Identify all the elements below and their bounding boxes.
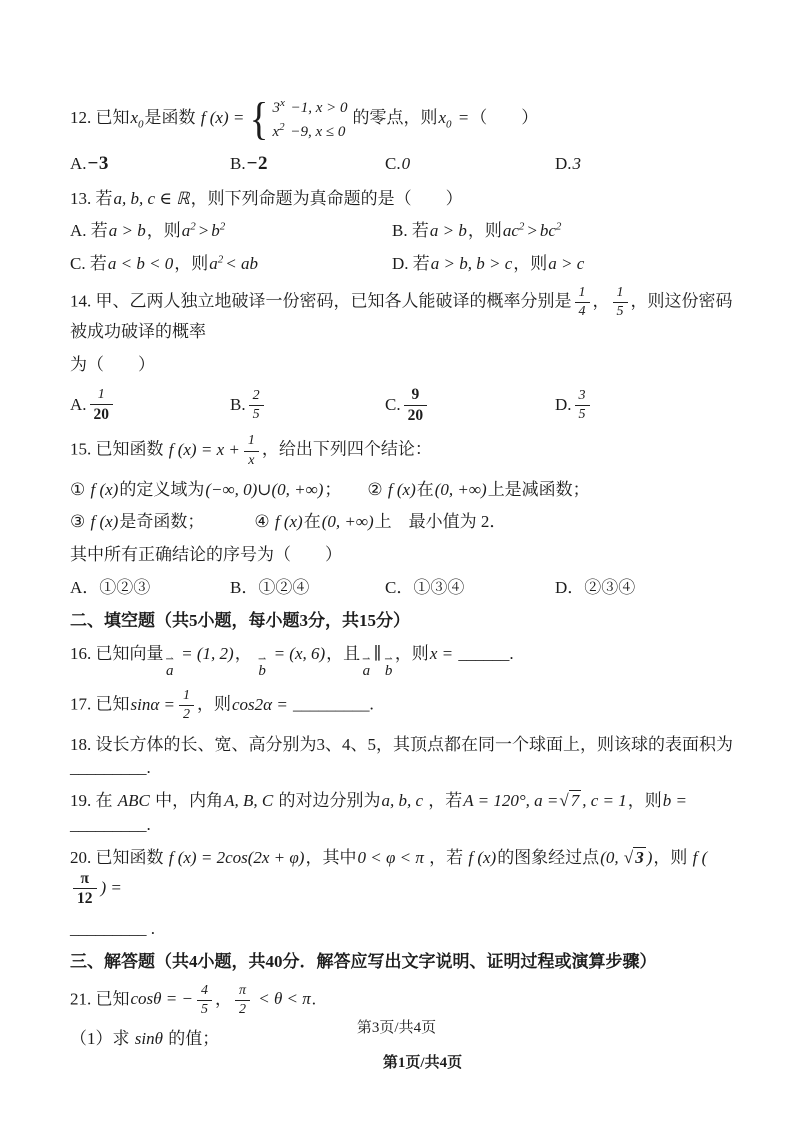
math-run: f (x) = 2cos(2x + φ) [168, 847, 305, 867]
math-run: A, B, C [224, 791, 274, 811]
fraction [179, 688, 194, 723]
q13-options-ab [70, 219, 737, 243]
math-run: cos2α = [231, 694, 288, 714]
text-run: 的图象经过点 [497, 847, 600, 867]
math-run: a > b, b > c [430, 254, 513, 274]
math-run: f (x) [90, 479, 119, 499]
radical-sign-icon: √ [559, 791, 569, 811]
text-run: ，若 [424, 847, 468, 867]
math-run: cosθ = − [130, 989, 193, 1009]
math-run: f ( [692, 847, 708, 867]
math-run: (0, +∞) [434, 479, 487, 499]
left-brace-icon: { [250, 93, 269, 145]
q14-stem-2 [70, 353, 737, 377]
text-run: 的零点，则 [352, 107, 438, 127]
vector-expression [362, 653, 371, 680]
text-run: C. 若 [70, 254, 107, 274]
vector-base: a [165, 662, 174, 679]
q14-stem-1 [70, 285, 737, 344]
superscript: 2 [219, 220, 226, 233]
text-run: 14. 甲、乙两人独立地破译一份密码，已知各人能破译的概率分别是 [70, 291, 572, 311]
vector-expression [165, 653, 174, 680]
fraction-denominator: 4 [578, 304, 586, 320]
superscript-expression [271, 97, 285, 116]
superscript: x [279, 97, 285, 109]
q12-stem [70, 93, 737, 145]
q15-prompt [70, 543, 737, 567]
superscript-base: b [211, 221, 220, 241]
vector-base: a [362, 662, 371, 679]
cases-row [270, 120, 349, 143]
math-run: = (x, 6) [269, 643, 326, 663]
vector-expression [257, 653, 267, 680]
text-run: ，则 [146, 221, 181, 241]
math-run: 3 [572, 154, 582, 174]
text-run: C．①③④ [385, 578, 465, 598]
math-run: x = [429, 643, 454, 663]
text-run: ，且 [326, 643, 361, 663]
option-item [230, 576, 385, 600]
text-run: ，则 [627, 791, 662, 811]
fraction-denominator: 20 [407, 406, 424, 424]
option-item [392, 219, 737, 243]
math-run: , c = 1 [582, 791, 627, 811]
math-run: a, b, c [381, 791, 424, 811]
text-run: A．①②③ [70, 578, 151, 598]
text-run: ，则 [394, 643, 429, 663]
text-run: 其中所有正确结论的序号为（ ） [70, 545, 342, 565]
text-run: ，给出下列四个结论： [261, 439, 432, 459]
superscript: 2 [518, 220, 525, 233]
fraction-denominator: 5 [578, 406, 586, 422]
math-run: < ab [225, 254, 259, 274]
fraction [249, 388, 264, 423]
square-root-expression [624, 847, 646, 867]
superscript: 2 [217, 253, 224, 266]
math-run-bold: −2 [246, 153, 268, 174]
square-root-expression [559, 790, 581, 810]
text-run: 16. 已知向量 [70, 643, 164, 663]
section-2-header [70, 609, 737, 633]
radicand: 3 [635, 847, 644, 867]
superscript-expression [502, 219, 526, 243]
subscript: 0 [138, 118, 144, 131]
text-run: D．②③④ [555, 578, 636, 598]
subscript-expression [438, 107, 453, 131]
fraction-denominator: 2 [182, 707, 190, 723]
math-run: ABC [117, 791, 150, 811]
superscript-expression [208, 252, 224, 276]
text-run: ，则 [467, 221, 502, 241]
option-item [385, 386, 555, 425]
fraction-numerator: 1 [613, 285, 628, 303]
text-run: 三、解答题（共4小题，共40分．解答应写出文字说明、证明过程或演算步骤） [70, 951, 657, 971]
subscript: 0 [446, 118, 452, 131]
vector-base: b [258, 662, 266, 679]
text-run: 中，内角 [150, 791, 224, 811]
section-3-header [70, 950, 737, 974]
piecewise-function [248, 93, 349, 145]
math-run: < θ < π [253, 989, 311, 1009]
text-run: ______. [454, 643, 514, 663]
superscript-expression [210, 219, 226, 243]
vector-base: b [384, 662, 393, 679]
option-item [385, 152, 555, 176]
text-run: B. [230, 395, 246, 415]
footer-page-number-primary: 第3页/共4页 [356, 1020, 437, 1036]
text-run: 的定义域为 [119, 479, 205, 499]
math-run: A = 120°, a = [463, 791, 559, 811]
q15-stem [70, 433, 737, 468]
math-run: f (x) [90, 512, 119, 532]
math-run: f (x) [468, 847, 497, 867]
math-run: 0 [401, 154, 411, 174]
text-run: 17. 已知 [70, 694, 130, 714]
option-item [385, 576, 555, 600]
text-run: （ ） [470, 107, 539, 127]
q18 [70, 733, 737, 781]
math-run: f (x) = [200, 107, 245, 127]
fraction-numerator: 1 [90, 387, 114, 405]
fraction [90, 387, 114, 424]
text-run: C. [385, 395, 401, 415]
option-item [555, 152, 737, 176]
fraction-numerator: π [73, 870, 97, 890]
math-run: b = [662, 791, 687, 811]
text-run: 20. 已知函数 [70, 847, 168, 867]
superscript-base: a [209, 254, 218, 274]
text-run: ，则下列命题为真命题的是（ ） [190, 188, 463, 208]
fraction [244, 433, 259, 468]
math-run: f (x) [387, 479, 416, 499]
text-run: _________ . [70, 919, 155, 939]
math-run: −9, x ≤ 0 [286, 123, 346, 140]
text-run: ，则 [174, 254, 209, 274]
text-run: （1）求 [70, 1028, 134, 1048]
fraction-denominator: 5 [252, 406, 260, 422]
fraction [73, 870, 97, 909]
text-run: 18. 设长方体的长、宽、高分别为3、4、5，其顶点都在同一个球面上，则该球的表面积为_________. [70, 734, 733, 778]
option-item [230, 388, 385, 423]
text-run: 13. 若 [70, 188, 113, 208]
text-run: C. [385, 154, 401, 174]
superscript-base: a [181, 221, 191, 241]
text-run: D. [555, 395, 572, 415]
math-run: a, b, c ∈ ℝ [113, 188, 190, 208]
q20-stem-2 [70, 917, 737, 941]
math-run: sinα = [130, 694, 175, 714]
q13-options-cd [70, 252, 737, 276]
option-item [230, 151, 385, 178]
option-item [70, 219, 392, 243]
text-run: 二、填空题（共5小题，每小题3分，共15分） [70, 610, 410, 630]
math-run: a > b [108, 221, 146, 241]
text-run: 是函数 [144, 107, 200, 127]
subscript-expression [130, 107, 145, 131]
math-run: ) = [100, 877, 122, 897]
superscript-expression [539, 219, 563, 243]
fraction-numerator: 1 [244, 433, 259, 451]
option-item [70, 252, 392, 276]
text-run: 在 [416, 479, 434, 499]
math-run: > [197, 221, 210, 241]
math-run: f (x) = x + [168, 439, 240, 459]
vector-arrow-icon: ⇀ [165, 653, 174, 665]
q12-options [70, 151, 737, 178]
cases-row [270, 96, 349, 119]
text-run: ② [367, 479, 387, 499]
fraction-denominator: 12 [77, 890, 93, 908]
option-item [70, 387, 230, 424]
math-run: = [453, 107, 470, 127]
text-run: _________. [288, 694, 374, 714]
fraction-numerator: π [235, 983, 250, 1001]
superscript-expression [181, 219, 197, 243]
fraction [235, 983, 250, 1018]
math-run: a > c [548, 254, 585, 274]
fraction-numerator: 9 [404, 386, 428, 406]
q14-options [70, 386, 737, 425]
q19 [70, 789, 737, 837]
q16 [70, 642, 737, 680]
superscript-base: ac [502, 221, 519, 241]
fraction-denominator: 2 [238, 1001, 246, 1017]
math-run: (0, [600, 847, 623, 867]
text-run: 19. 在 [70, 791, 117, 811]
superscript-base: 3 [272, 100, 280, 116]
text-run: B．①②④ [230, 578, 310, 598]
text-run: ， [214, 989, 232, 1009]
fraction-denominator: 20 [93, 405, 110, 423]
fraction-denominator: 5 [200, 1001, 208, 1017]
option-item [555, 388, 737, 423]
text-run: ① [70, 479, 90, 499]
math-run: 0 < φ < π [357, 847, 424, 867]
option-item [70, 576, 230, 600]
q21-stem [70, 983, 737, 1018]
option-item [70, 151, 230, 178]
option-item [555, 576, 737, 600]
q15-options [70, 576, 737, 600]
text-run: 在 [303, 512, 321, 532]
vector-arrow-icon: ⇀ [384, 653, 393, 665]
text-run: 21. 已知 [70, 989, 130, 1009]
text-run: ，若 [424, 791, 463, 811]
subscript-base: x [130, 107, 139, 127]
text-run: 上 最小值为 2． [374, 512, 507, 532]
fraction-numerator: 1 [575, 285, 590, 303]
fraction-numerator: 3 [575, 388, 590, 406]
text-run: ； [324, 479, 342, 499]
text-run: ③ [70, 512, 90, 532]
math-run: a > b [429, 221, 467, 241]
vector-arrow-icon: ⇀ [362, 653, 371, 665]
text-run: ，则这份密码被成功破译的概率 [70, 291, 733, 342]
text-run: 12. 已知 [70, 107, 130, 127]
radical-sign-icon: √ [623, 847, 634, 867]
math-run: a < b < 0 [107, 254, 174, 274]
fraction-numerator: 4 [197, 983, 212, 1001]
fraction-denominator: 5 [616, 304, 624, 320]
text-run: 的值； [163, 1028, 220, 1048]
text-run: ，则 [196, 694, 231, 714]
math-run: −1, x > 0 [286, 100, 348, 116]
math-run: (0, +∞) [321, 512, 374, 532]
superscript: 2 [279, 120, 285, 133]
superscript-expression [271, 120, 285, 140]
spacer [341, 494, 367, 495]
text-run: 为（ ） [70, 355, 155, 375]
fraction-numerator: 2 [249, 388, 264, 406]
text-run: A. 若 [70, 221, 108, 241]
text-run: B. 若 [392, 221, 429, 241]
fraction [575, 285, 590, 320]
superscript-base: bc [539, 221, 556, 241]
fraction-numerator: 1 [179, 688, 194, 706]
text-run: _________. [70, 814, 151, 834]
text-run: ， [234, 643, 256, 663]
text-run: ，则 [653, 847, 692, 867]
math-run: ∥ [373, 643, 382, 663]
fraction [197, 983, 212, 1018]
math-run: f (x) [274, 512, 303, 532]
text-run: D. 若 [392, 254, 430, 274]
vector-arrow-icon: ⇀ [257, 653, 267, 665]
text-run: ④ [254, 512, 274, 532]
math-run: > [526, 221, 538, 241]
superscript: 2 [190, 220, 196, 233]
fraction-denominator: x [248, 452, 255, 468]
radicand: 7 [570, 791, 580, 811]
q13-stem [70, 187, 737, 211]
q15-conclusion-1-2 [70, 478, 737, 502]
math-run: = (1, 2) [176, 643, 234, 663]
text-run: 的对边分别为 [274, 791, 381, 811]
text-run: 上是减函数； [487, 479, 590, 499]
text-run: ，则 [513, 254, 548, 274]
text-run: 15. 已知函数 [70, 439, 168, 459]
math-run-bold: −3 [87, 153, 109, 174]
text-run: A. [70, 154, 87, 174]
q15-conclusion-3-4 [70, 510, 737, 534]
document-lines [70, 93, 737, 1051]
q20-stem-1 [70, 846, 737, 908]
fraction [575, 388, 590, 423]
option-item [392, 252, 737, 276]
cases-rows [270, 96, 349, 142]
text-run: . [311, 989, 317, 1009]
text-run: 是奇函数； [119, 512, 205, 532]
fraction [404, 386, 428, 425]
text-run: ，其中 [305, 847, 357, 867]
q17 [70, 688, 737, 723]
text-run: A. [70, 395, 87, 415]
vector-expression [384, 653, 393, 680]
superscript: 2 [555, 220, 562, 233]
text-run: ， [592, 291, 610, 311]
fraction [613, 285, 628, 320]
math-run: (−∞, 0)∪(0, +∞) [205, 479, 324, 499]
math-run: ) [646, 847, 653, 867]
footer-page-number-secondary: 第1页/共4页 [382, 1055, 463, 1071]
math-run: sinθ [134, 1028, 163, 1048]
text-run: B. [230, 154, 246, 174]
superscript-base: x [272, 123, 280, 140]
text-run: D. [555, 154, 572, 174]
subscript-base: x [438, 107, 447, 127]
spacer [204, 526, 254, 527]
